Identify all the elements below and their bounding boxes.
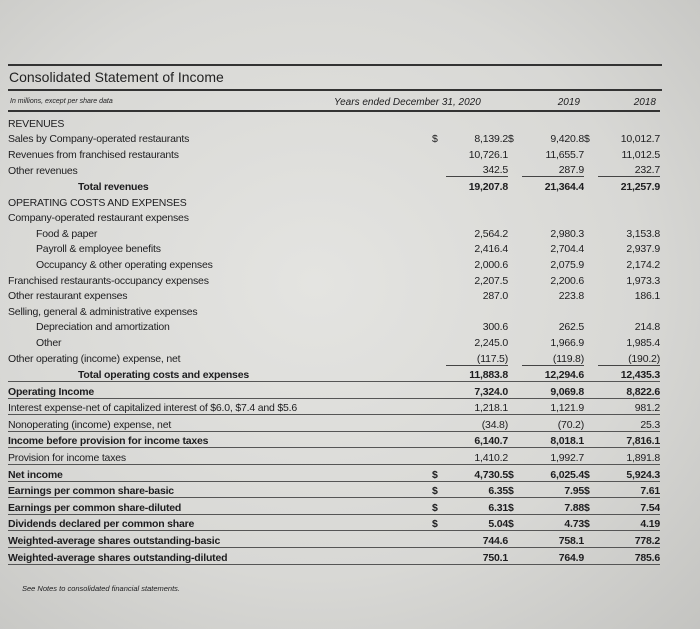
value-2020: 10,726.1 — [468, 148, 508, 161]
value-2018: 7.61 — [598, 481, 660, 498]
value-2018: 232.7 — [598, 161, 660, 177]
row-label: Provision for income taxes — [8, 448, 432, 465]
row-label: Other revenues — [8, 164, 78, 177]
dollar-sign — [432, 161, 446, 177]
value-2018 — [598, 302, 660, 318]
dollar-sign — [508, 240, 522, 256]
value-2018: 11,012.5 — [621, 148, 660, 161]
value-2018: 25.3 — [598, 415, 660, 432]
value-2018: 214.8 — [634, 321, 660, 334]
value-2018: 7.54 — [598, 498, 660, 515]
dollar-sign — [508, 431, 522, 448]
value-2019: 4.73 — [522, 514, 584, 531]
value-2020: 6,140.7 — [446, 431, 508, 448]
value-2020: 2,564.2 — [474, 227, 508, 240]
value-2018: 4.19 — [598, 514, 660, 531]
value-2019: 764.9 — [522, 548, 584, 565]
value-2020: 287.0 — [482, 290, 508, 303]
value-2019: 287.9 — [522, 161, 584, 177]
value-2020: (117.5) — [446, 349, 508, 365]
value-2019: 11,655.7 — [545, 148, 584, 161]
dollar-sign — [508, 271, 522, 287]
value-2018: 1,985.4 — [626, 336, 660, 349]
dollar-sign — [432, 431, 446, 448]
table-row — [8, 114, 660, 130]
dollar-sign — [432, 333, 446, 349]
dollar-sign: $ — [584, 133, 590, 146]
value-2018: 2,937.9 — [626, 243, 660, 256]
dollar-sign: $ — [432, 514, 446, 531]
dollar-sign — [584, 255, 598, 271]
table-row — [8, 498, 660, 515]
dollar-sign: $ — [508, 481, 522, 498]
value-2018: 10,012.7 — [620, 133, 660, 146]
row-label: Income before provision for income taxes — [8, 431, 432, 448]
value-2020: 1,410.2 — [446, 448, 508, 465]
value-2018 — [598, 193, 660, 209]
table-row — [8, 465, 660, 482]
table-row — [8, 318, 660, 334]
table-row — [8, 365, 660, 382]
table-row — [8, 531, 660, 548]
dollar-sign: $ — [432, 481, 446, 498]
row-label: Depreciation and amortization — [36, 321, 170, 334]
value-2019: 223.8 — [558, 290, 584, 303]
row-label: Earnings per common share-diluted — [8, 498, 432, 515]
dollar-sign — [432, 255, 446, 271]
value-2019: (70.2) — [522, 415, 584, 432]
row-label: Total revenues — [78, 180, 149, 193]
value-2020: 6.35 — [446, 481, 508, 498]
value-2020: 744.6 — [446, 531, 508, 548]
value-2019 — [522, 209, 584, 225]
dollar-sign — [432, 382, 446, 399]
value-2020: 6.31 — [446, 498, 508, 515]
dollar-sign — [584, 382, 598, 399]
value-2019: 1,121.9 — [522, 398, 584, 415]
dollar-sign — [432, 318, 446, 334]
value-2018: (190.2) — [598, 349, 660, 365]
row-label: Weighted-average shares outstanding-basic — [8, 531, 432, 548]
dollar-sign — [508, 209, 522, 225]
row-label: Total operating costs and expenses — [8, 365, 432, 382]
table-row — [8, 302, 660, 318]
dollar-sign — [508, 365, 522, 382]
table-row — [8, 255, 660, 271]
row-label: Food & paper — [36, 227, 98, 240]
dollar-sign — [584, 161, 598, 177]
value-2020: 342.5 — [446, 161, 508, 177]
title-rule — [8, 89, 662, 91]
value-2019: 21,364.4 — [544, 180, 584, 193]
row-label: OPERATING COSTS AND EXPENSES — [8, 196, 187, 209]
dollar-sign: $ — [432, 133, 438, 146]
table-row — [8, 448, 660, 465]
row-label: Dividends declared per common share — [8, 514, 432, 531]
dollar-sign: $ — [584, 465, 598, 482]
dollar-sign — [584, 415, 598, 432]
value-2020: 2,000.6 — [474, 258, 508, 271]
value-2019: 7.88 — [522, 498, 584, 515]
value-2020 — [446, 209, 508, 225]
value-2019: 9,420.8 — [550, 133, 584, 146]
table-row — [8, 271, 660, 287]
value-2020: 11,883.8 — [446, 365, 508, 382]
table-row — [8, 382, 660, 399]
table-row — [8, 548, 660, 565]
dollar-sign — [508, 161, 522, 177]
value-2018: 981.2 — [598, 398, 660, 415]
dollar-sign — [584, 365, 598, 382]
value-2019: 2,075.9 — [550, 258, 584, 271]
dollar-sign: $ — [508, 498, 522, 515]
dollar-sign — [584, 271, 598, 287]
dollar-sign — [508, 145, 522, 161]
value-2018: 1,891.8 — [598, 448, 660, 465]
dollar-sign: $ — [508, 514, 522, 531]
dollar-sign — [584, 193, 598, 209]
row-label: Earnings per common share-basic — [8, 481, 432, 498]
value-2019: 7.95 — [522, 481, 584, 498]
dollar-sign — [432, 365, 446, 382]
dollar-sign — [508, 333, 522, 349]
dollar-sign — [508, 177, 522, 193]
row-label: Operating Income — [8, 382, 432, 399]
value-2018: 1,973.3 — [626, 274, 660, 287]
dollar-sign — [432, 287, 446, 303]
dollar-sign — [508, 224, 522, 240]
dollar-sign — [432, 193, 446, 209]
dollar-sign — [508, 548, 522, 565]
dollar-sign — [584, 349, 598, 365]
dollar-sign — [584, 145, 598, 161]
row-label: Occupancy & other operating expenses — [36, 258, 213, 271]
value-2020: 4,730.5 — [446, 465, 508, 482]
value-2020: 19,207.8 — [468, 180, 508, 193]
value-2018: 3,153.8 — [626, 227, 660, 240]
dollar-sign — [508, 255, 522, 271]
row-label: Other operating (income) expense, net — [8, 353, 181, 365]
value-2019: 9,069.8 — [522, 382, 584, 399]
value-2020: 8,139.2 — [474, 133, 508, 146]
dollar-sign: $ — [584, 498, 598, 515]
row-label: Net income — [8, 465, 432, 482]
table-row — [8, 514, 660, 531]
statement-title: Consolidated Statement of Income — [9, 69, 224, 85]
dollar-sign — [584, 209, 598, 225]
value-2018: 5,924.3 — [598, 465, 660, 482]
dollar-sign — [508, 302, 522, 318]
value-2018: 785.6 — [598, 548, 660, 565]
value-2019: 2,200.6 — [550, 274, 584, 287]
row-label: Franchised restaurants-occupancy expenses — [8, 274, 209, 287]
dollar-sign — [508, 398, 522, 415]
value-2019: 2,704.4 — [550, 243, 584, 256]
value-2020: 2,207.5 — [474, 274, 508, 287]
dollar-sign — [432, 548, 446, 565]
value-2019 — [522, 193, 584, 209]
value-2019: 8,018.1 — [522, 431, 584, 448]
dollar-sign — [584, 531, 598, 548]
dollar-sign — [584, 114, 598, 130]
value-2018: 12,435.3 — [598, 365, 660, 382]
dollar-sign — [584, 224, 598, 240]
header-2019: 2019 — [557, 97, 580, 108]
value-2019 — [522, 114, 584, 130]
value-2019: 262.5 — [558, 321, 584, 334]
value-2020: 2,245.0 — [474, 336, 508, 349]
row-label: Weighted-average shares outstanding-diluted — [8, 548, 432, 565]
value-2018 — [598, 114, 660, 130]
dollar-sign — [432, 302, 446, 318]
top-rule — [8, 64, 662, 66]
dollar-sign — [584, 318, 598, 334]
unit-note: In millions, except per share data — [10, 98, 113, 105]
dollar-sign — [432, 398, 446, 415]
value-2019 — [522, 302, 584, 318]
dollar-sign — [508, 349, 522, 365]
dollar-sign — [432, 177, 446, 193]
dollar-sign — [584, 431, 598, 448]
dollar-sign — [432, 349, 446, 365]
table-row — [8, 130, 660, 146]
row-label: Other — [36, 336, 62, 349]
dollar-sign: $ — [584, 514, 598, 531]
dollar-sign — [584, 302, 598, 318]
value-2018: 8,822.6 — [598, 382, 660, 399]
dollar-sign — [584, 333, 598, 349]
row-label: Nonoperating (income) expense, net — [8, 415, 432, 432]
row-label: Payroll & employee benefits — [36, 243, 161, 256]
row-label: Revenues from franchised restaurants — [8, 148, 179, 161]
dollar-sign — [508, 287, 522, 303]
dollar-sign: $ — [508, 465, 522, 482]
row-label: Selling, general & administrative expenses — [8, 305, 198, 318]
table-row — [8, 145, 660, 161]
table-row — [8, 398, 660, 415]
dollar-sign — [508, 114, 522, 130]
dollar-sign — [584, 548, 598, 565]
dollar-sign — [432, 240, 446, 256]
row-label: Other restaurant expenses — [8, 290, 128, 303]
header-2018: 2018 — [633, 97, 656, 108]
value-2018: 7,816.1 — [598, 431, 660, 448]
dollar-sign — [432, 224, 446, 240]
table-row — [8, 481, 660, 498]
dollar-sign — [584, 177, 598, 193]
row-label: Sales by Company-operated restaurants — [8, 133, 190, 146]
header-2020: Years ended December 31, 2020 — [334, 97, 481, 108]
table-row — [8, 209, 660, 225]
value-2019: 6,025.4 — [522, 465, 584, 482]
value-2018: 21,257.9 — [620, 180, 660, 193]
table-row — [8, 333, 660, 349]
value-2019: 12,294.6 — [522, 365, 584, 382]
value-2019: 758.1 — [522, 531, 584, 548]
value-2020 — [446, 193, 508, 209]
dollar-sign — [432, 209, 446, 225]
dollar-sign — [432, 145, 446, 161]
dollar-sign — [432, 531, 446, 548]
value-2018 — [598, 209, 660, 225]
table-row — [8, 349, 660, 365]
dollar-sign — [584, 448, 598, 465]
table-row — [8, 161, 660, 177]
dollar-sign: $ — [432, 465, 446, 482]
table-row — [8, 224, 660, 240]
income-statement-table — [8, 114, 660, 565]
value-2020: 5.04 — [446, 514, 508, 531]
dollar-sign — [508, 318, 522, 334]
value-2018: 186.1 — [634, 290, 660, 303]
row-label: Interest expense-net of capitalized interest of $6.0, $7.4 and $5.6 — [8, 398, 432, 415]
dollar-sign: $ — [584, 481, 598, 498]
value-2019: 1,966.9 — [550, 336, 584, 349]
row-label: Company-operated restaurant expenses — [8, 212, 189, 225]
table-row — [8, 193, 660, 209]
value-2018: 2,174.2 — [626, 258, 660, 271]
dollar-sign — [432, 448, 446, 465]
dollar-sign: $ — [508, 133, 514, 146]
value-2020: 1,218.1 — [446, 398, 508, 415]
value-2020: 7,324.0 — [446, 382, 508, 399]
value-2020 — [446, 302, 508, 318]
dollar-sign — [584, 398, 598, 415]
dollar-sign — [432, 415, 446, 432]
table-row — [8, 415, 660, 432]
dollar-sign — [584, 240, 598, 256]
column-header — [8, 97, 660, 112]
table-row — [8, 287, 660, 303]
dollar-sign — [508, 531, 522, 548]
table-row — [8, 240, 660, 256]
value-2019: 2,980.3 — [550, 227, 584, 240]
dollar-sign — [508, 448, 522, 465]
dollar-sign — [432, 114, 446, 130]
value-2019: 1,992.7 — [522, 448, 584, 465]
row-label: REVENUES — [8, 117, 65, 130]
value-2019: (119.8) — [522, 349, 584, 365]
value-2020: 300.6 — [482, 321, 508, 334]
footnote: See Notes to consolidated financial statements. — [22, 584, 181, 593]
value-2020: (34.8) — [446, 415, 508, 432]
value-2020: 750.1 — [446, 548, 508, 565]
table-row — [8, 431, 660, 448]
value-2018: 778.2 — [598, 531, 660, 548]
dollar-sign — [432, 271, 446, 287]
dollar-sign — [584, 287, 598, 303]
value-2020: 2,416.4 — [474, 243, 508, 256]
value-2020 — [446, 114, 508, 130]
dollar-sign — [508, 415, 522, 432]
dollar-sign — [508, 382, 522, 399]
dollar-sign — [508, 193, 522, 209]
dollar-sign: $ — [432, 498, 446, 515]
table-row — [8, 177, 660, 193]
